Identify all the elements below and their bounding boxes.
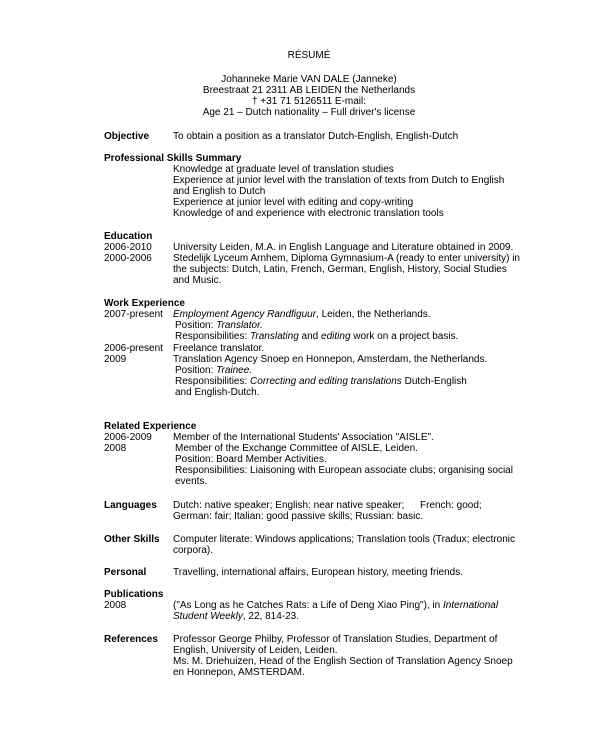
work-date: 2007-present [104,309,163,320]
related-line: Member of the International Students' Association "AISLE". [173,432,434,443]
personal-details: Age 21 – Dutch nationality – Full driver's license [202,107,416,118]
publication-date: 2008 [104,600,127,611]
applicant-name: Johanneke Marie VAN DALE (Janneke) [221,74,397,85]
publication-journal: International [443,600,499,611]
address: Breestraat 21 2311 AB LEIDEN the Netherlands [202,85,416,96]
work-date: 2006-present [104,343,163,354]
position-label: Position: [175,320,217,331]
phone-email: † +31 71 5126511 E-mail: [251,96,367,107]
work-position [175,320,263,331]
resp-label: Responsibilities: [175,331,251,342]
education-label: Education [104,231,153,242]
resp-rest: work on a project basis. [350,331,459,342]
references-label: References [104,634,158,645]
other-skills-line: Computer literate: Windows applications; Translation tools (Tradux; electronic [173,534,516,545]
languages-line: German: fair; Italian: good passive skills; Russian: basic. [173,511,424,522]
skills-line: and English to Dutch [173,186,266,197]
objective-label: Objective [104,131,150,142]
reference-line: Ms. M. Driehuizen, Head of the English Section of Translation Agency Snoep [173,656,513,667]
skills-line: Knowledge of and experience with electronic translation tools [173,208,444,219]
other-skills-label: Other Skills [104,534,160,545]
related-line: Responsibilities: Liaisoning with European associate clubs; organising social [175,465,513,476]
languages-label: Languages [104,500,157,511]
other-skills-line: corpora). [173,545,214,556]
related-line: Position: Board Member Activities. [175,454,327,465]
resume-title: RÉSUMÉ [287,50,331,61]
education-line: Stedelijk Lyceum Arnhem, Diploma Gymnasium-A (ready to enter university) in [173,253,520,264]
publication-journal: Student Weekly [173,611,243,622]
education-line: University Leiden, M.A. in English Language and Literature obtained in 2009. [173,242,514,253]
education-date: 2006-2010 [104,242,152,253]
publications-label: Publications [104,589,164,600]
education-date: 2000-2006 [104,253,152,264]
resp-italic: editing [321,331,351,342]
education-line: and Music. [173,275,222,286]
related-label: Related Experience [104,421,197,432]
publication-line [173,611,299,622]
languages-line: Dutch: native speaker; English: near native speaker; [173,500,405,511]
related-date: 2008 [104,443,127,454]
position-value: Translator. [216,320,263,331]
related-line: Member of the Exchange Committee of AISLE, Leiden. [175,443,418,454]
personal-text: Travelling, international affairs, European history, meeting friends. [173,567,463,578]
resp-mid: and [298,331,322,342]
skills-line: Experience at junior level with editing and copy-writing [173,197,414,208]
reference-line: en Honnepon, AMSTERDAM. [173,667,305,678]
publication-title: ("As Long as he Catches Rats: a Life of Deng Xiao Ping"), in [173,600,444,611]
skills-label: Professional Skills Summary [104,153,242,164]
education-line: the subjects: Dutch, Latin, French, German, English, History, Social Studies [173,264,507,275]
reference-line: Professor George Philby, Professor of Translation Studies, Department of [173,634,498,645]
work-line: Freelance translator. [173,343,265,354]
resp-rest: Dutch-English [401,376,467,387]
work-date: 2009 [104,354,127,365]
work-responsibilities [175,331,458,342]
objective-text: To obtain a position as a translator Dutch-English, English-Dutch [173,131,459,142]
related-line: events. [175,476,208,487]
reference-line: English, University of Leiden, Leiden. [173,645,338,656]
employer-location: , Leiden, the Netherlands. [316,309,431,320]
work-employer [173,309,431,320]
position-value: Trainee. [216,365,253,376]
position-label: Position: [175,365,217,376]
personal-label: Personal [104,567,147,578]
skills-line: Knowledge at graduate level of translation studies [173,164,394,175]
work-position [175,365,252,376]
resp-italic: Correcting and editing translations [250,376,402,387]
work-line: Translation Agency Snoep en Honnepon, Amsterdam, the Netherlands. [173,354,488,365]
publication-pages: , 22, 814-23. [242,611,300,622]
work-line: and English-Dutch. [175,387,260,398]
work-label: Work Experience [104,298,185,309]
related-date: 2006-2009 [104,432,152,443]
resp-label: Responsibilities: [175,376,251,387]
work-responsibilities [175,376,467,387]
employer-name: Employment Agency Randfiguur [173,309,317,320]
publication-line [173,600,498,611]
languages-line: French: good; [420,500,482,511]
skills-line: Experience at junior level with the translation of texts from Dutch to English [173,175,505,186]
resp-italic: Translating [250,331,299,342]
